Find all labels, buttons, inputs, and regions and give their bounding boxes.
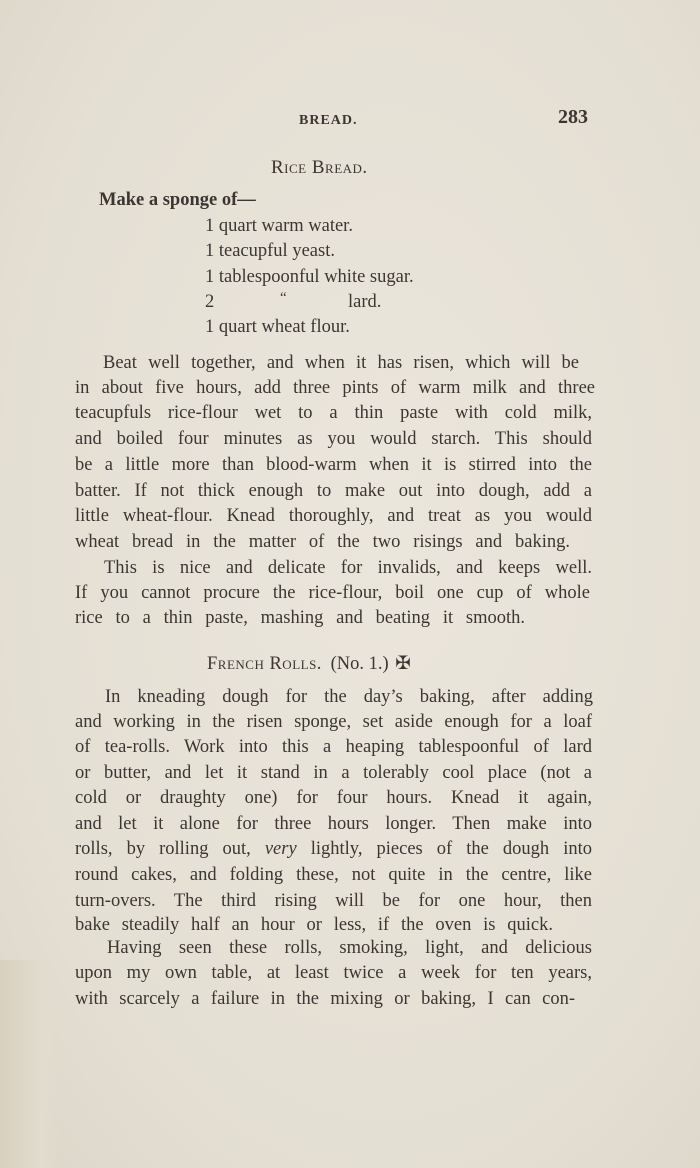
text-line: turn-overs. The third rising will be for one hour, then	[75, 891, 592, 911]
text-line: little wheat-flour. Knead thoroughly, and treat as you would	[75, 506, 592, 526]
text-line: cold or draughty one) for four hours. Knead it again,	[75, 788, 592, 808]
title-text: French Rolls.	[207, 654, 322, 674]
page-number: 283	[558, 106, 588, 128]
intro-text: Make a sponge of—	[99, 190, 256, 210]
text-line	[75, 838, 592, 860]
text-line: and let it alone for three hours longer. Then make into	[75, 814, 592, 834]
text-span: lightly, pieces of the dough into	[296, 839, 592, 859]
ditto-mark: “	[280, 290, 287, 306]
text-line: upon my own table, at least twice a week for ten years,	[75, 963, 592, 983]
italic-word: very	[264, 839, 297, 859]
recipe-title-rice-bread: Rice Bread.	[271, 157, 368, 178]
running-title: BREAD.	[299, 113, 358, 128]
text-line: teacupfuls rice-flour wet to a thin paste with cold milk,	[75, 403, 592, 423]
text-line: wheat bread in the matter of the two risings and baking.	[75, 532, 570, 552]
text-line: and working in the risen sponge, set aside enough for a loaf	[75, 712, 592, 732]
recipe-title-french-rolls	[207, 653, 411, 675]
ingredient-qty: 2	[205, 292, 215, 312]
text-span: rolls, by rolling out,	[75, 839, 265, 859]
recipe-intro	[99, 189, 256, 211]
text-line: be a little more than blood-warm when it is stirred into the	[75, 455, 592, 475]
ingredient: 1 teacupful yeast.	[205, 241, 335, 261]
text-line: rice to a thin paste, mashing and beating it smooth.	[75, 608, 525, 628]
ingredient: 1 quart warm water.	[205, 216, 353, 236]
text-line: Having seen these rolls, smoking, light, and delicious	[107, 938, 592, 958]
page-edge-shadow	[0, 960, 60, 1168]
text-line: In kneading dough for the day’s baking, after adding	[105, 687, 593, 707]
text-line: with scarcely a failure in the mixing or baking, I can con-	[75, 989, 575, 1009]
title-number: (No. 1.)	[330, 654, 389, 674]
ingredient: 1 quart wheat flour.	[205, 317, 350, 337]
text-line: If you cannot procure the rice-flour, boil one cup of whole	[75, 583, 590, 603]
cross-mark-icon: ✠	[395, 654, 411, 674]
text-line: This is nice and delicate for invalids, and keeps well.	[104, 558, 592, 578]
text-line: batter. If not thick enough to make out into dough, add a	[75, 481, 592, 501]
text-line: bake steadily half an hour or less, if the oven is quick.	[75, 915, 553, 935]
text-line: of tea-rolls. Work into this a heaping tablespoonful of lard	[75, 737, 592, 757]
text-line: or butter, and let it stand in a tolerably cool place (not a	[75, 763, 592, 783]
text-line: round cakes, and folding these, not quite in the centre, like	[75, 865, 592, 885]
text-line: in about five hours, add three pints of warm milk and three	[75, 378, 595, 398]
text-line: and boiled four minutes as you would starch. This should	[75, 429, 592, 449]
ingredient-name: lard.	[348, 292, 382, 312]
text-line: Beat well together, and when it has risen, which will be	[103, 353, 579, 373]
ingredient: 1 tablespoonful white sugar.	[205, 267, 414, 287]
